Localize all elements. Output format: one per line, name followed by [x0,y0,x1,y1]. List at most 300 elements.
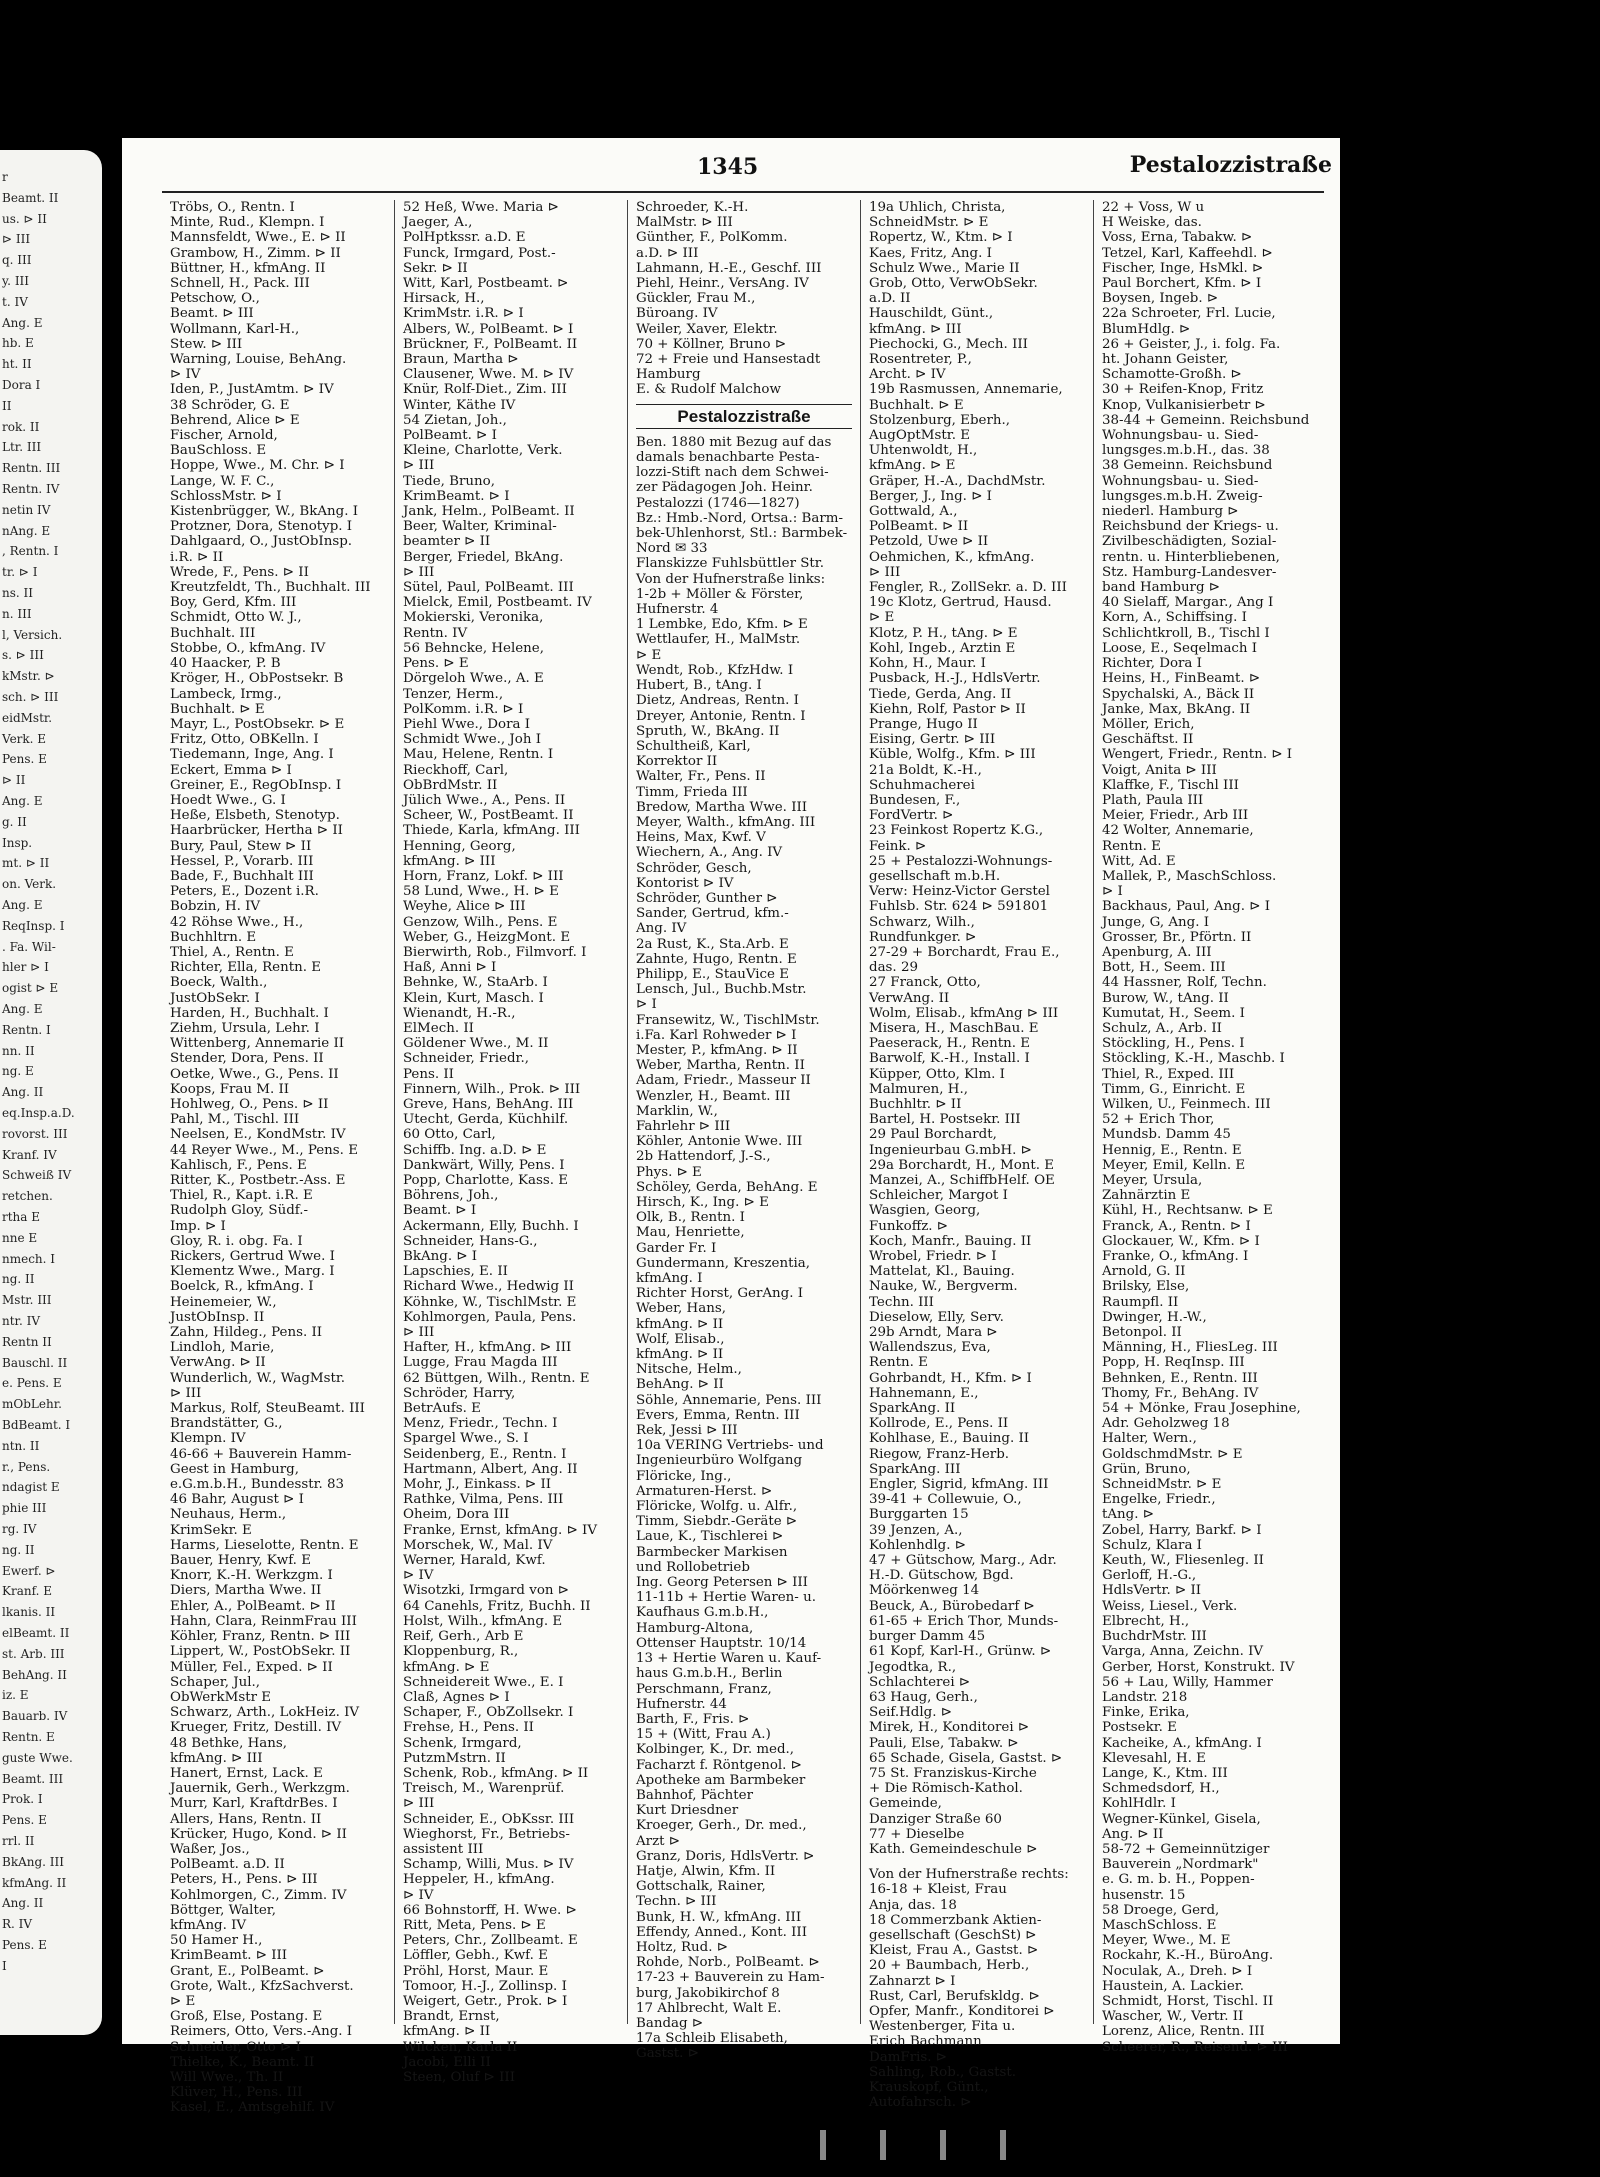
directory-entry-line: Kaes, Fritz, Ang. I [869,245,992,261]
directory-entry-line: kfmAng. ⊳ E [869,458,956,474]
directory-entry-line: Buchhalt. ⊳ E [869,397,964,413]
directory-entry-line: Popp, Charlotte, Kass. E [403,1173,569,1188]
directory-entry-line: Buchhalt. III [170,625,256,641]
facing-page-fragment: lkanis. II [2,1605,56,1620]
directory-entry-line: Klaffke, F., Tischl III [1102,777,1239,793]
directory-entry-line: Kistenbrügger, W., BkAng. I [170,504,359,520]
directory-entry-line: Hamburg [636,367,701,383]
directory-entry-line: Kroeger, Gerh., Dr. med., [636,1818,807,1834]
directory-entry-line: Hufnerstr. 4 [636,602,719,618]
facing-page-fragment: Beamt. II [2,190,59,205]
directory-entry-line: Kohlenhdlg. ⊳ [869,1537,966,1553]
directory-entry-line: Wisotzki, Irmgard von ⊳ [403,1583,569,1599]
directory-entry-line: e.G.m.b.H., Bundesstr. 83 [170,1477,345,1493]
directory-entry-line: Malmuren, H., [869,1081,968,1097]
directory-entry-line: Walter, Fr., Pens. II [636,769,766,785]
facing-page-fragment: e. Pens. E [2,1376,62,1391]
facing-page-fragment: Ang. II [2,1085,44,1100]
facing-page-fragment: Bauarb. IV [2,1709,68,1724]
directory-entry-line: Reichsbund der Kriegs- u. [1102,519,1279,535]
directory-entry-line: Geschäftst. II [1102,732,1194,748]
facing-page-fragment: rovorst. III [2,1126,68,1141]
directory-entry-line: Beamt. ⊳ I [403,1203,477,1219]
directory-entry-line: Bunk, H. W., kfmAng. III [636,1909,802,1925]
facing-page-fragment: Pens. E [2,1813,47,1828]
directory-entry-line: Bandag ⊳ [636,2015,704,2031]
directory-entry-line: Tomoor, H.-J., Zollinsp. I [403,1978,567,1994]
directory-entry-line: Schröder, Harry, [403,1385,516,1401]
directory-entry-line: ⊳ III [170,1385,202,1401]
facing-page-fragment: Rentn II [2,1334,52,1349]
directory-entry-line: damals benachbarte Pesta- [636,450,820,466]
directory-entry-line: Hauschildt, Günt., [869,306,994,322]
directory-entry-line: 64 Canehls, Fritz, Buchh. II [403,1598,591,1614]
facing-page-fragment: ndagist E [2,1480,60,1495]
directory-entry-line: Wrede, F., Pens. ⊳ II [170,564,309,580]
directory-entry-line: Seif.Hdlg. ⊳ [869,1705,952,1721]
directory-entry-line: Kohlmorgen, C., Zimm. IV [170,1887,347,1903]
directory-entry-line: Holtz, Rud. ⊳ [636,1939,728,1955]
directory-entry-line: Granz, Doris, HdlsVertr. ⊳ [636,1848,815,1864]
directory-entry-line: ⊳ III [403,1325,435,1341]
directory-entry-line: 66 Bohnstorff, H. Wwe. ⊳ [403,1902,577,1918]
directory-entry-line: KrimSekr. E [170,1522,252,1538]
directory-entry-line: Boysen, Ingeb. ⊳ [1102,291,1219,307]
directory-entry-line: Verw: Heinz-Victor Gerstel [869,884,1050,900]
directory-entry-line: Reimers, Otto, Vers.-Ang. I [170,2024,353,2040]
directory-entry-line: Arzt ⊳ [636,1833,680,1849]
directory-entry-line: Raumpfl. II [1102,1294,1179,1310]
directory-entry-line: Grant, E., PolBeamt. ⊳ [170,1963,325,1979]
directory-entry-line: Burggarten 15 [869,1507,969,1523]
directory-entry-line: Von der Hufnerstraße links: [636,571,826,587]
column-3 [628,200,861,2062]
directory-entry-line: Hirsack, H., [403,291,485,307]
facing-page-fragment: ng. II [2,1542,35,1557]
directory-entry-line: 15 + (Witt, Frau A.) [636,1727,771,1743]
directory-entry-line: Gloy, R. i. obg. Fa. I [170,1233,303,1249]
directory-entry-line: 40 Sielaff, Margar., Ang I [1102,595,1274,611]
directory-entry-line: ⊳ IV [403,1887,434,1903]
facing-page-fragment: Kranf. E [2,1584,52,1599]
directory-entry-line: Hessel, P., Vorarb. III [170,853,314,869]
directory-entry-line: Peters, Chr., Zollbeamt. E [403,1933,578,1949]
directory-entry-line: Murr, Karl, KraftdrBes. I [170,1796,338,1812]
directory-entry-line: SchlossMstr. ⊳ I [170,488,282,504]
directory-entry-line: Spruth, W., BkAng. II [636,723,780,739]
directory-entry-line: Schmidt, Otto W. J., [170,610,302,626]
directory-entry-line: Stöckling, H., Pens. I [1102,1036,1245,1052]
directory-entry-line: Facharzt f. Röntgenol. ⊳ [636,1757,802,1773]
directory-entry-line: Schenk, Irmgard, [403,1735,522,1751]
directory-entry-line: Postsekr. E [1102,1720,1177,1736]
directory-entry-line: 1 Lembke, Edo, Kfm. ⊳ E [636,617,808,633]
directory-entry-line: Schneidereit Wwe., E. I [403,1674,564,1690]
directory-entry-line: Mester, P., kfmAng. ⊳ II [636,1042,798,1058]
directory-entry-line: Fransewitz, W., TischlMstr. [636,1012,820,1028]
directory-entry-line: ⊳ III [869,564,901,580]
directory-entry-line: burger Damm 45 [869,1629,986,1645]
directory-entry-line: Diers, Martha Wwe. II [170,1583,322,1599]
directory-entry-line: Thiede, Karla, kfmAng. III [403,823,580,839]
directory-entry-line: Klevesahl, H. E [1102,1750,1206,1766]
directory-entry-line: Bury, Paul, Stew ⊳ II [170,838,312,854]
street-title: Pestalozzistraße [1129,152,1332,178]
directory-entry-line: Fuhlsb. Str. 624 ⊳ 591801 [869,899,1049,915]
directory-entry-line: das. 29 [869,960,918,976]
directory-entry-line: Schröder, Gunther ⊳ [636,890,778,906]
directory-entry-line: Beamt. ⊳ III [170,306,254,322]
facing-page-fragment: iz. E [2,1688,29,1703]
facing-page-fragment: hb. E [2,336,34,351]
directory-entry-line: PutzmMstrn. II [403,1750,506,1766]
directory-entry-line: 30 + Reifen-Knop, Fritz [1102,382,1264,398]
directory-entry-line: Hoedt Wwe., G. I [170,792,286,808]
directory-entry-line: Bahnhof, Pächter [636,1787,753,1803]
directory-entry-line: Klementz Wwe., Marg. I [170,1264,335,1280]
directory-entry-line: kfmAng. IV [170,1917,247,1933]
directory-entry-line: Pröhl, Horst, Maur. E [403,1963,549,1979]
directory-entry-line: Weigert, Getr., Prok. ⊳ I [403,1993,568,2009]
directory-entry-line: Techn. III [869,1294,934,1310]
directory-entry-line: Stöckling, K.-H., Maschb. I [1102,1051,1285,1067]
directory-entry-line: 20 + Baumbach, Herb., [869,1958,1030,1974]
directory-entry-line: Schnell, H., Pack. III [170,276,310,292]
directory-entry-line: Kleine, Charlotte, Verk. [403,443,563,459]
directory-entry-line: burg, Jakobikirchof 8 [636,1985,780,2001]
directory-entry-line: Gemeinde, [869,1796,942,1812]
facing-page-fragment: rtha E [2,1210,41,1224]
directory-entry-line: 11-11b + Hertie Waren- u. [636,1590,816,1606]
directory-entry-line: Beer, Walter, Kriminal- [403,519,557,535]
directory-entry-line: Kohn, H., Maur. I [869,656,986,672]
directory-entry-line: Schwarz, Arth., LokHeiz. IV [170,1705,360,1721]
facing-page-fragment: BkAng. III [2,1854,65,1869]
directory-entry-line: 18 Commerzbank Aktien- [869,1912,1042,1928]
facing-page-fragment: Rentn. III [2,461,61,476]
directory-entry-line: Heppeler, H., kfmAng. [403,1872,555,1888]
directory-entry-line: 56 Behncke, Helene, [403,640,544,656]
directory-entry-line: Barmbecker Markisen [636,1544,788,1560]
directory-entry-line: Piechocki, G., Mech. III [869,336,1028,352]
directory-entry-line: Schmidt Wwe., Joh I [403,732,542,748]
directory-entry-line: Koops, Frau M. II [170,1081,290,1097]
directory-entry-line: gesellschaft (GeschSt) ⊳ [869,1927,1037,1943]
facing-page-fragment: Rentn. E [2,1730,55,1744]
directory-entry-line: Groß, Else, Postang. E [170,2009,323,2025]
directory-entry-line: Fischer, Inge, HsMkl. ⊳ [1102,260,1264,276]
directory-entry-line: Kacheike, A., kfmAng. I [1102,1735,1262,1751]
directory-entry-line: Burow, W., tAng. II [1102,990,1229,1006]
directory-entry-line: Effendy, Anned., Kont. III [636,1924,807,1940]
directory-entry-line: Wollmann, Karl-H., [170,321,300,337]
directory-entry-line: Barth, F., Fris. ⊳ [636,1711,750,1727]
directory-entry-line: Varga, Anna, Zeichn. IV [1102,1644,1264,1660]
directory-entry-line: Geest in Hamburg, [170,1461,300,1477]
directory-entry-line: Richter, Ella, Rentn. E [170,960,321,976]
column-5 [1094,200,1326,2055]
directory-entry-line: 10a VERING Vertriebs- und [636,1438,824,1454]
directory-entry-line: Meyer, Walth., kfmAng. III [636,814,816,830]
section-gap [869,1857,1085,1867]
directory-entry-line: Reif, Gerh., Arb E [403,1629,524,1645]
directory-entry-line: Schlachterei ⊳ [869,1674,971,1690]
facing-page-fragment: q. III [2,253,32,268]
directory-entry-line: Klotz, P. H., tAng. ⊳ E [869,625,1018,641]
directory-entry-line: Neelsen, E., KondMstr. IV [170,1127,346,1143]
directory-entry-line: Dreyer, Antonie, Rentn. I [636,708,806,724]
directory-entry-line: Bz.: Hmb.-Nord, Ortsa.: Barm- [636,510,843,526]
directory-entry-line: Boeck, Walth., [170,975,268,991]
directory-entry-line: Lahmann, H.-E., Geschf. III [636,260,822,276]
facing-page-fragment: ht. II [2,357,32,372]
facing-page-fragment: nn. II [2,1043,35,1058]
directory-entry-line: KrimBeamt. ⊳ III [170,1948,288,1964]
directory-entry-line: Tetzel, Karl, Kaffeehdl. ⊳ [1102,245,1273,261]
directory-entry-line: Tiede, Bruno, [403,473,495,489]
facing-page-fragment: Kranf. IV [2,1147,57,1162]
directory-entry-line: Knür, Rolf-Diet., Zim. III [403,382,567,398]
directory-entry-line: Dieselow, Elly, Serv. [869,1309,1004,1325]
directory-entry-line: 2b Hattendorf, J.-S., [636,1149,771,1165]
directory-entry-line: SparkAng. III [869,1461,961,1477]
directory-entry-line: BlumHdlg. ⊳ [1102,321,1191,337]
directory-entry-line: Sütel, Paul, PolBeamt. III [403,580,574,596]
directory-entry-line: 19c Klotz, Gertrud, Hausd. [869,595,1052,611]
directory-entry-line: Hoppe, Wwe., M. Chr. ⊳ I [170,458,345,474]
directory-entry-line: Nitsche, Helm., [636,1362,742,1378]
facing-page-fragment: r., Pens. [2,1459,51,1474]
directory-entry-line: Hahnemann, E., [869,1385,979,1401]
column-4 [861,200,1094,2111]
directory-entry-line: Klein, Kurt, Masch. I [403,990,544,1006]
directory-entry-line: beamter ⊳ II [403,534,491,550]
directory-entry-line: Brandstätter, G., [170,1416,283,1432]
directory-entry-line: Wengert, Friedr., Rentn. ⊳ I [1102,747,1293,763]
directory-entry-line: Timm, Frieda III [636,784,748,800]
directory-entry-line: Behnke, W., StaArb. I [403,975,548,991]
directory-entry-line: Haß, Anni ⊳ I [403,960,497,976]
directory-entry-line: Ropertz, W., Ktm. ⊳ I [869,230,1013,246]
directory-entry-line: Wallendszus, Eva, [869,1340,991,1356]
directory-entry-line: ⊳ III [403,564,435,580]
directory-entry-line: kfmAng. ⊳ II [636,1316,724,1332]
directory-entry-line: 19b Rasmussen, Annemarie, [869,382,1063,398]
directory-entry-line: 21a Boldt, K.-H., [869,762,982,778]
directory-page [122,138,1340,2116]
directory-entry-line: Oheim, Dora III [403,1507,510,1523]
directory-entry-line: Rentn. E [869,1355,928,1371]
facing-page-fragment: rrl. II [2,1834,35,1848]
facing-page-fragment: mt. ⊳ II [2,856,50,871]
directory-entry-line: Männing, H., FliesLeg. III [1102,1340,1278,1356]
directory-entry-line: Harden, H., Buchhalt. I [170,1005,329,1021]
directory-entry-line: Kumutat, H., Seem. I [1102,1005,1245,1021]
directory-entry-line: Spargel Wwe., S. I [403,1431,529,1447]
directory-entry-line: Perschmann, Franz, [636,1681,772,1697]
directory-entry-line: Funck, Irmgard, Post.- [403,245,556,261]
directory-entry-line: Jank, Helm., PolBeamt. II [403,504,575,520]
directory-entry-line: Dankwärt, Willy, Pens. I [403,1157,565,1173]
section-heading: Pestalozzistraße [636,404,852,429]
directory-entry-line: Schröder, Gesch, [636,860,752,876]
directory-entry-line: Dwinger, H.-W., [1102,1309,1207,1325]
facing-page-fragment: retchen. [2,1189,53,1204]
directory-entry-line: Prange, Hugo II [869,716,978,732]
directory-entry-line: Tiedemann, Inge, Ang. I [170,747,334,763]
directory-entry-line: Schneider, Friedr., [403,1051,529,1067]
facing-page-fragment: kfmAng. II [2,1875,67,1890]
directory-entry-line: Zahnte, Hugo, Rentn. E [636,951,797,967]
directory-entry-line: Kollrode, E., Pens. II [869,1416,1009,1432]
directory-entry-line: Clausener, Wwe. M. ⊳ IV [403,367,574,383]
directory-entry-line: Thiel, R., Exped. III [1102,1066,1235,1082]
directory-entry-line: Noculak, A., Dreh. ⊳ I [1102,1963,1253,1979]
facing-page-edge [0,150,102,2035]
directory-entry-line: Lorenz, Alice, Rentn. III [1102,2024,1265,2040]
directory-entry-line: Petschow, O., [170,291,260,307]
directory-entry-line: Zahnarzt ⊳ I [869,1973,956,1989]
directory-entry-line: Schmedsdorf, H., [1102,1781,1220,1797]
directory-entry-line: Weber, Hans, [636,1301,726,1317]
directory-entry-line: husenstr. 15 [1102,1887,1186,1903]
directory-entry-line: Gräper, H.-A., DachdMstr. [869,473,1046,489]
directory-entry-line: 17 Ahlbrecht, Walt E. [636,2000,782,2016]
directory-entry-line: ⊳ III [403,458,435,474]
directory-entry-line: Protzner, Dora, Stenotyp. I [170,519,353,535]
directory-entry-line: Thiel, A., Rentn. E [170,944,294,960]
directory-entry-line: ⊳ I [1102,884,1123,900]
directory-entry-line: AugOptMstr. E [869,428,970,444]
directory-entry-line: Tenzer, Herm., [403,686,504,702]
directory-entry-line: ht. Johann Geister, [1102,352,1229,368]
directory-entry-line: ⊳ III [403,1796,435,1812]
directory-entry-line: kfmAng. ⊳ III [403,853,496,869]
directory-entry-line: Rundfunkger. ⊳ [869,929,977,945]
directory-entry-line: Wohnungsbau- u. Sied- [1102,473,1259,489]
directory-entry-line: Junge, G, Ang. I [1102,914,1210,930]
directory-entry-line: Wittenberg, Annemarie II [170,1036,345,1052]
directory-entry-line: Riegow, Franz-Herb. [869,1446,1010,1462]
directory-entry-line: Treisch, M., Warenprüf. [403,1781,565,1797]
facing-page-fragment: BehAng. II [2,1667,67,1682]
directory-entry-line: Adr. Geholzweg 18 [1102,1416,1230,1432]
directory-entry-line: Meyer, Ursula, [1102,1173,1203,1188]
directory-entry-line: Voss, Erna, Tabakw. ⊳ [1102,230,1253,246]
directory-entry-line: Heinemeier, W., [170,1294,277,1310]
directory-entry-line: Grün, Bruno, [1102,1461,1191,1477]
directory-entry-line: 42 Wolter, Annemarie, [1102,823,1254,839]
directory-entry-line: Brilsky, Else, [1102,1279,1190,1295]
directory-entry-line: Bade, F., Buchhalt III [170,868,314,884]
directory-entry-line: Manzei, A., SchiffbHelf. OE [869,1173,1055,1188]
directory-entry-line: 29a Borchardt, H., Mont. E [869,1157,1055,1173]
directory-entry-line: 60 Otto, Carl, [403,1127,496,1143]
directory-entry-line: Lippert, W., PostObSekr. II [170,1644,351,1660]
directory-entry-line: Flöricke, Wolfg. u. Alfr., [636,1499,798,1515]
directory-entry-line: Markus, Rolf, SteuBeamt. III [170,1401,365,1417]
directory-entry-line: Scheer, W., PostBeamt. II [403,808,574,824]
directory-entry-line: Stz. Hamburg-Landesver- [1102,564,1277,580]
directory-entry-line: BauSchloss. E [170,443,267,459]
directory-entry-line: Henning, Georg, [403,838,516,854]
directory-entry-line: Janke, Max, BkAng. II [1102,701,1251,717]
directory-entry-line: Wieghorst, Fr., Betriebs- [403,1826,570,1842]
directory-entry-line: kfmAng. I [636,1271,703,1287]
directory-entry-line: Schultheiß, Karl, [636,738,751,754]
directory-entry-line: Franke, Ernst, kfmAng. ⊳ IV [403,1522,598,1538]
facing-page-fragment: y. III [2,274,30,288]
directory-entry-line: Korn, A., Schiffsing. I [1102,610,1247,626]
directory-entry-line: Claß, Agnes ⊳ I [403,1689,510,1705]
directory-entry-line: Thiel, R., Kapt. i.R. E [170,1188,313,1204]
directory-entry-line: Zahn, Hildeg., Pens. II [170,1325,323,1341]
directory-entry-line: Mayr, L., PostObsekr. ⊳ E [170,716,345,732]
directory-entry-line: Holst, Wilh., kfmAng. E [403,1613,563,1629]
directory-entry-line: Albers, W., PolBeamt. ⊳ I [403,321,574,337]
directory-entry-line: a.D. ⊳ III [636,245,699,261]
directory-entry-line: Richter, Dora I [1102,656,1202,672]
directory-entry-line: Tröbs, O., Rentn. I [170,200,295,215]
directory-entry-line: Minte, Rud., Klempn. I [170,215,325,231]
directory-entry-line: Feink. ⊳ [869,838,927,854]
directory-entry-line: Schöley, Gerda, BehAng. E [636,1179,818,1195]
facing-page-fragment: Ang. E [2,1002,43,1016]
directory-entry-line: Krueger, Fritz, Destill. IV [170,1720,342,1736]
scan-edge-marks [820,2130,1080,2170]
directory-entry-line: Klempn. IV [170,1431,246,1447]
directory-entry-line: Pusback, H.-J., HdlsVertr. [869,671,1041,687]
facing-page-fragment: Pens. E [2,752,47,767]
directory-entry-line: Iden, P., JustAmtm. ⊳ IV [170,382,334,398]
directory-entry-line: Zivilbeschädigten, Sozial- [1102,534,1277,550]
directory-entry-line: Hahn, Clara, ReinmFrau III [170,1613,357,1629]
directory-entry-line: i.Fa. Karl Rohweder ⊳ I [636,1027,797,1043]
directory-entry-line: Scheerer, R., Reisend. ⊳ III [1102,2039,1288,2055]
directory-entry-line: Krauskopf, Günt., [869,2079,989,2095]
directory-entry-line: Brandt, Ernst, [403,2009,500,2025]
directory-entry-line: Engler, Sigrid, kfmAng. III [869,1477,1049,1493]
directory-entry-line: Archt. ⊳ IV [869,367,946,383]
facing-page-fragment: on. Verk. [2,877,57,892]
directory-entry-line: GoldschmdMstr. ⊳ E [1102,1446,1243,1462]
directory-entry-line: Kiehn, Rolf, Pastor ⊳ II [869,701,1026,717]
directory-entry-line: Ackermann, Elly, Buchh. I [403,1218,579,1234]
directory-entry-line: Schroeder, K.-H. [636,200,749,215]
directory-entry-line: Fritz, Otto, OBKelln. I [170,732,319,748]
directory-entry-line: 65 Schade, Gisela, Gastst. ⊳ [869,1750,1063,1766]
page-number: 1345 [697,154,759,180]
directory-entry-line: Meyer, Emil, Kelln. E [1102,1157,1246,1173]
directory-entry-line: 58 Lund, Wwe., H. ⊳ E [403,884,559,900]
directory-entry-line: 40 Haacker, P. B [170,656,281,672]
directory-entry-line: Petzold, Uwe ⊳ II [869,534,989,550]
facing-page-fragment: Rentn. IV [2,482,60,496]
directory-entry-line: Mirek, H., Konditorei ⊳ [869,1720,1030,1736]
directory-entry-line: Greiner, E., RegObInsp. I [170,777,342,793]
directory-entry-line: Schulz Wwe., Marie II [869,260,1020,276]
directory-entry-line: Fischer, Arnold, [170,428,278,444]
directory-entry-line: 58 Droege, Gerd, [1102,1902,1220,1918]
directory-entry-line: Ingenieurbüro Wolfgang [636,1453,803,1469]
directory-entry-line: Elbrecht, H., [1102,1613,1190,1629]
directory-entry-line: Zobel, Harry, Barkf. ⊳ I [1102,1522,1262,1538]
directory-entry-line: 25 + Pestalozzi-Wohnungs- [869,853,1053,869]
directory-entry-line: Kontorist ⊳ IV [636,875,734,891]
directory-entry-line: Gottschalk, Rainer, [636,1879,766,1895]
columns [162,200,1326,2116]
directory-entry-line: Pens. ⊳ E [403,656,469,672]
